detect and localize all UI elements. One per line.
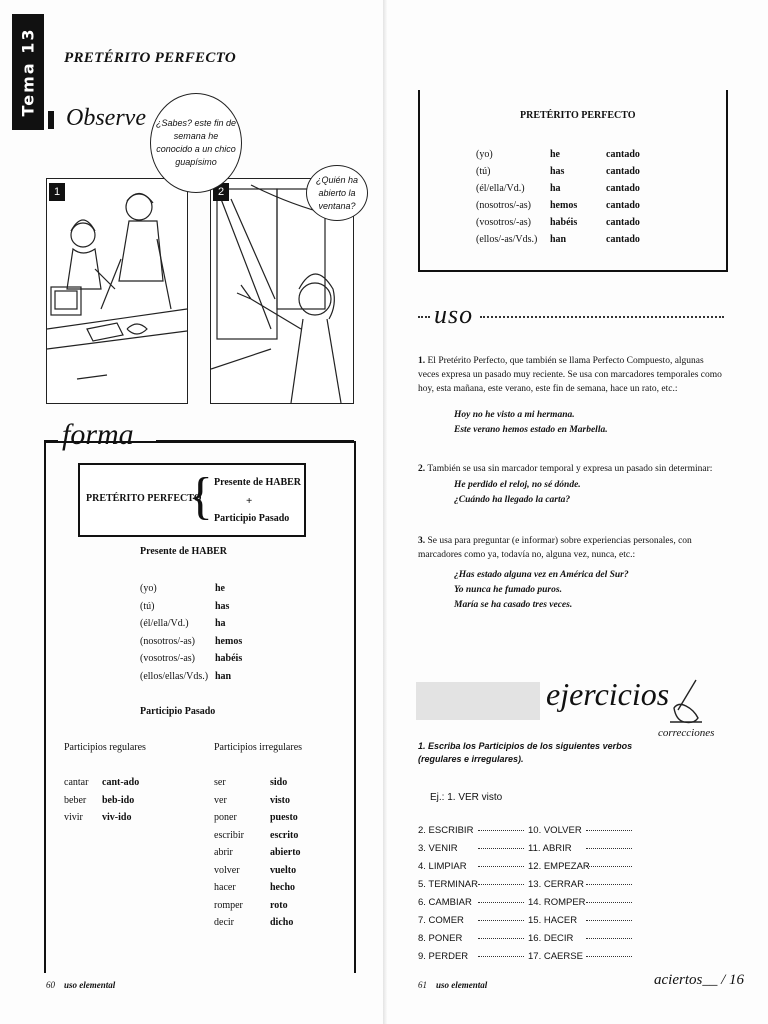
score-label: aciertos__ / 16: [654, 972, 744, 988]
exercise-item: [418, 948, 478, 966]
answer-blank[interactable]: [478, 902, 524, 903]
verb-prompt: 10. VOLVER: [528, 825, 582, 836]
chapter-tab: [12, 14, 44, 130]
exercise-column-1: [418, 822, 478, 966]
haber-forms: [215, 580, 242, 685]
pronoun: (vosotros/-as): [476, 217, 531, 228]
answer-blank[interactable]: [586, 866, 632, 867]
answer-blank[interactable]: [586, 920, 632, 921]
answer-blank[interactable]: [478, 938, 524, 939]
irregular-title: Participios irregulares: [214, 742, 303, 753]
haber-form: han: [215, 670, 232, 682]
answer-blank[interactable]: [586, 884, 632, 885]
infinitive: escribir: [214, 829, 244, 841]
verb-prompt: 12. EMPEZAR: [528, 861, 590, 872]
haber-pronouns: [140, 580, 208, 685]
haber-form: habéis: [215, 653, 243, 664]
usage-rule-3: [418, 534, 726, 562]
answer-blank[interactable]: [478, 848, 524, 849]
infinitive: vivir: [64, 812, 83, 823]
answer-blank[interactable]: [586, 938, 632, 939]
book-gutter: [383, 0, 387, 1024]
participio-subtitle: Participio Pasado: [140, 706, 216, 717]
writing-hand-icon: [668, 678, 704, 724]
example-line: ¿Has estado alguna vez en América del Sur?: [454, 570, 629, 580]
formula-part-1: Presente de HABER: [214, 477, 302, 488]
rule-number: 1.: [418, 356, 426, 366]
speech-bubble-2: ¿Quién ha abierto la ventana?: [306, 165, 368, 221]
formula-tense: PRETÉRITO PERFECTO: [86, 493, 202, 504]
table-pronouns: [476, 146, 537, 248]
verb-prompt: 2. ESCRIBIR: [418, 825, 474, 836]
aux-form: has: [550, 166, 565, 177]
ejercicios-bar: [416, 682, 540, 720]
usage-rule-1: [418, 354, 726, 396]
pronoun: (ellos/-as/Vds.): [476, 234, 538, 245]
answer-blanks-1: [472, 822, 524, 966]
example-sentence: [454, 568, 629, 613]
participle: dicho: [270, 917, 294, 928]
infinitive: volver: [214, 864, 240, 876]
haber-form: ha: [215, 618, 226, 629]
participle: cantado: [606, 183, 640, 194]
example-line: Hoy no he visto a mi hermana.: [454, 410, 575, 420]
participle: visto: [270, 794, 290, 806]
footer-right: [418, 980, 487, 990]
rule-text: Se usa para preguntar (e informar) sobre experiencias personales, con marcadores como ya, todavía no, alguna vez, nunca, etc.:: [418, 536, 692, 560]
haber-form: has: [215, 600, 230, 612]
regular-title: Participios regulares: [64, 742, 146, 753]
illustration-panel-1: [46, 178, 188, 404]
uso-heading: uso: [434, 300, 474, 329]
answer-blank[interactable]: [478, 956, 524, 957]
verb-prompt: 15. HACER: [528, 915, 578, 926]
answer-blank[interactable]: [586, 848, 632, 849]
panel-number: 2: [213, 183, 229, 201]
participle: beb-ido: [102, 794, 135, 806]
verb-prompt: 13. CERRAR: [528, 879, 584, 890]
participle: viv-ido: [102, 812, 132, 823]
table-auxiliary: [550, 146, 577, 248]
haber-form: hemos: [215, 635, 243, 647]
chapter-tab-label: Tema 13: [18, 27, 38, 117]
verb-prompt: 4. LIMPIAR: [418, 861, 467, 872]
irregular-infinitives: [214, 774, 244, 932]
regular-participles: [102, 774, 139, 827]
speech-bubble-1: ¿Sabes? este fin de semana he conocido a un chico guapísimo: [150, 93, 242, 193]
conjugation-table: [418, 90, 728, 272]
verb-prompt: 14. ROMPER: [528, 897, 586, 908]
dotted-divider: [418, 316, 430, 318]
pronoun: (vosotros/-as): [140, 653, 195, 664]
haber-form: he: [215, 583, 225, 594]
forma-heading: forma: [62, 418, 134, 451]
pronoun: (tú): [476, 166, 491, 177]
verb-prompt: 11. ABRIR: [528, 843, 572, 854]
participle: sido: [270, 777, 288, 788]
exercise-item: [418, 840, 478, 858]
infinitive: beber: [64, 794, 87, 806]
book-name: uso elemental: [64, 980, 116, 990]
aux-form: han: [550, 234, 567, 245]
example-sentence: [454, 478, 581, 508]
answer-blank[interactable]: [586, 830, 632, 831]
haber-subtitle: Presente de HABER: [140, 546, 228, 557]
exercise-instruction: 1. Escriba los Participios de los siguientes verbos (regulares e irregulares).: [418, 741, 633, 764]
exercise-item: [418, 912, 478, 930]
participle: roto: [270, 899, 288, 911]
participle: cantado: [606, 217, 640, 228]
divider: [44, 440, 58, 442]
infinitive: abrir: [214, 847, 233, 858]
rule-number: 2.: [418, 464, 426, 474]
answer-blank[interactable]: [478, 884, 524, 885]
example-line: Este verano hemos estado en Marbella.: [454, 425, 608, 435]
answer-blank[interactable]: [478, 830, 524, 831]
example-sentence: [454, 408, 608, 438]
example-line: Yo nunca he fumado puros.: [454, 585, 562, 595]
infinitive: hacer: [214, 882, 236, 893]
exercise-item: [418, 930, 478, 948]
aux-form: hemos: [550, 200, 578, 211]
correcciones-label: correcciones: [658, 727, 715, 739]
aux-form: ha: [550, 183, 561, 194]
pronoun: (nosotros/-as): [140, 635, 195, 647]
formula-part-2: Participio Pasado: [214, 513, 290, 524]
exercise-item: [418, 876, 478, 894]
footer-left: [46, 980, 115, 990]
answer-blank[interactable]: [478, 866, 524, 867]
brace: {: [188, 468, 213, 525]
verb-prompt: 16. DECIR: [528, 933, 574, 944]
infinitive: cantar: [64, 777, 89, 788]
participle: puesto: [270, 812, 298, 823]
participle: vuelto: [270, 864, 297, 876]
infinitive: poner: [214, 812, 237, 823]
pronoun: (ellos/ellas/Vds.): [140, 670, 209, 682]
infinitive: ser: [214, 777, 226, 788]
pronoun: (yo): [476, 149, 493, 160]
answer-blanks-2: [580, 822, 632, 966]
rule-text: También se usa sin marcador temporal y expresa un pasado sin determinar:: [427, 464, 713, 474]
participle: cantado: [606, 166, 640, 177]
exercise-example: Ej.: 1. VER visto: [430, 792, 503, 803]
verb-prompt: 5. TERMINAR: [418, 879, 479, 890]
pronoun: (él/ella/Vd.): [140, 618, 189, 629]
regular-infinitives: [64, 774, 88, 827]
ejercicios-heading: ejercicios: [546, 676, 670, 712]
answer-blank[interactable]: [586, 956, 632, 957]
pronoun: (nosotros/-as): [476, 200, 531, 211]
office-scene-illustration: [47, 179, 187, 403]
exercise-item: [418, 858, 478, 876]
example-line: María se ha casado tres veces.: [454, 600, 573, 610]
pronoun: (él/ella/Vd.): [476, 183, 525, 194]
exercise-item: [418, 894, 478, 912]
example-line: He perdido el reloj, no sé dónde.: [454, 480, 581, 490]
participle: cantado: [606, 149, 640, 160]
verb-prompt: 9. PERDER: [418, 951, 469, 962]
answer-blank[interactable]: [478, 920, 524, 921]
book-name: uso elemental: [436, 980, 488, 990]
page-number: 60: [46, 980, 55, 990]
infinitive: decir: [214, 917, 234, 928]
participle: cant-ado: [102, 777, 140, 788]
divider: [156, 440, 354, 442]
verb-prompt: 6. CAMBIAR: [418, 897, 472, 908]
participle: abierto: [270, 847, 301, 858]
participle: hecho: [270, 882, 295, 893]
pronoun: (tú): [140, 600, 155, 612]
rule-number: 3.: [418, 536, 426, 546]
dotted-divider: [480, 316, 724, 318]
rule-text: El Pretérito Perfecto, que también se llama Perfecto Compuesto, algunas veces expresa un pasado muy reciente. Se usa con marcadores temporales como hoy, esta mañana, este verano, este fin de semana, hace un rato, etc.:: [418, 356, 722, 394]
infinitive: ver: [214, 794, 227, 806]
observe-heading: Observe: [66, 105, 146, 131]
verb-prompt: 3. VENIR: [418, 843, 458, 854]
verb-prompt: 7. COMER: [418, 915, 464, 926]
infinitive: romper: [214, 899, 243, 911]
participle: cantado: [606, 234, 640, 245]
verb-prompt: 17. CAERSE: [528, 951, 583, 962]
participle: escrito: [270, 829, 299, 841]
page-title: PRETÉRITO PERFECTO: [64, 50, 236, 66]
pronoun: (yo): [140, 583, 157, 594]
aux-form: he: [550, 149, 560, 160]
irregular-participles: [270, 774, 301, 932]
table-title: PRETÉRITO PERFECTO: [520, 110, 636, 121]
example-line: ¿Cuándo ha llegado la carta?: [454, 495, 571, 505]
usage-rule-2: [418, 462, 726, 476]
panel-number: 1: [49, 183, 65, 201]
uso-heading-block: [418, 300, 724, 330]
verb-prompt: 8. PONER: [418, 933, 463, 944]
page-number: 61: [418, 980, 427, 990]
formula-plus: +: [246, 495, 253, 507]
formula-box: [78, 463, 306, 537]
table-participle: [606, 146, 640, 248]
answer-blank[interactable]: [586, 902, 632, 903]
aux-form: habéis: [550, 217, 578, 228]
participle: cantado: [606, 200, 640, 211]
exercise-item: [418, 822, 478, 840]
